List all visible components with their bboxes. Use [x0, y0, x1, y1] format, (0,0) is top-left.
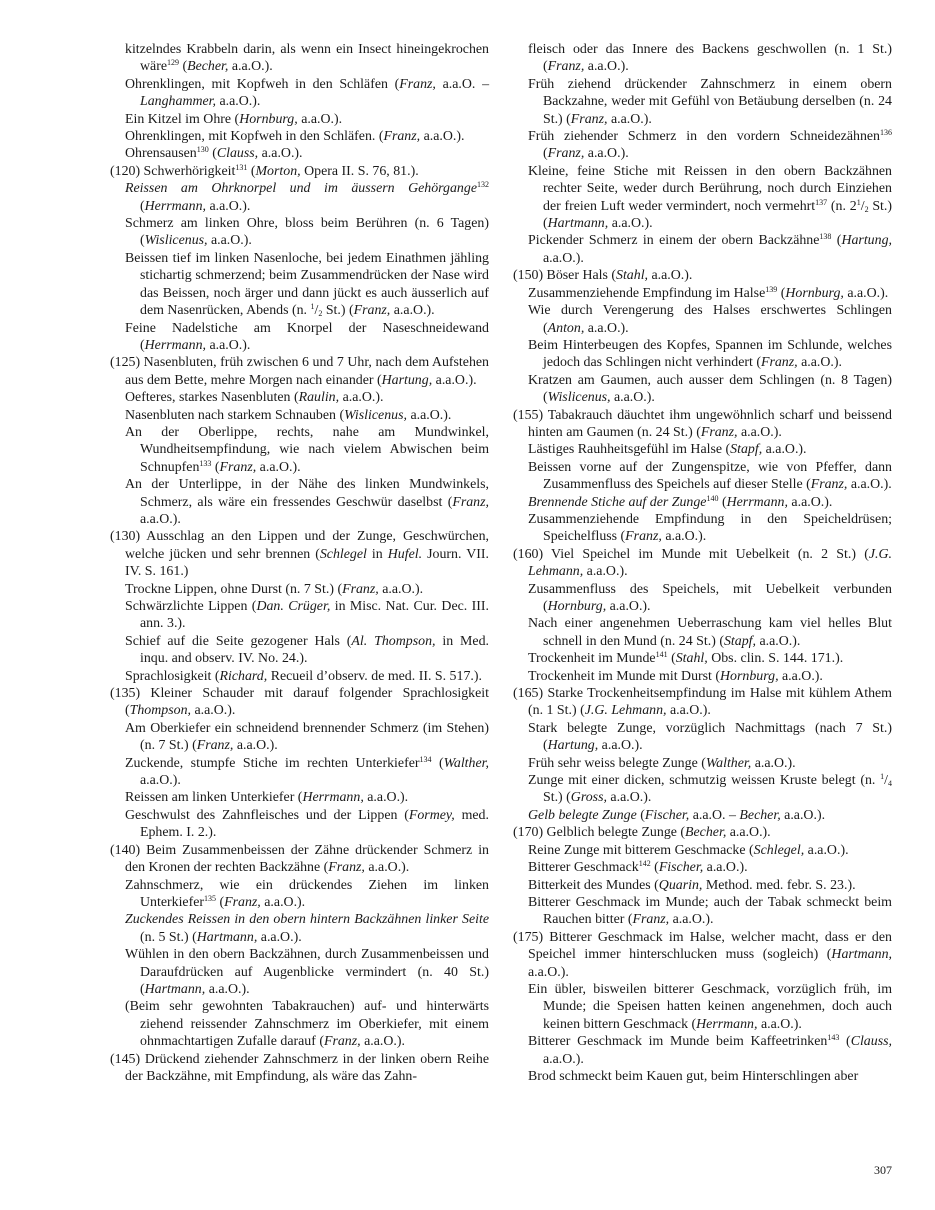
symptom-entry: Zusammenziehende Empfindung in den Speicheldrüsen; Speichelfluss (Franz, a.a.O.). [528, 511, 892, 545]
symptom-entry: Kleine, feine Stiche mit Reissen in den obern Backzähnen rechter Seite, weder durch Berührung, noch durch Einziehen der freien Luft weder vermindert, noch vermehrt$^{137}$ (n. $2^1/_2$ St.) (Hartmann, a.a.O.). [528, 163, 893, 232]
symptom-entry: Am Oberkiefer ein schneidend brennender Schmerz (im Stehen) (n. 7 St.) (Franz, a.a.O.). [125, 720, 489, 754]
symptom-entry: Bitterkeit des Mundes (Quarin, Method. med. febr. S. 23.). [528, 877, 856, 893]
symptom-entry: An der Oberlippe, rechts, nahe am Mundwinkel, Wundheitsempfindung, wie nach vielem Abwischen beim Schnupfen$^{133}$ (Franz, a.a.O.). [125, 424, 489, 475]
symptom-entry: Trockne Lippen, ohne Durst (n. 7 St.) (Franz, a.a.O.). [125, 581, 424, 597]
symptom-entry: Bitterer Geschmack$^{142}$ (Fischer, a.a.O.). [528, 859, 748, 876]
symptom-entry-numbered: (130) Ausschlag an den Lippen und der Zunge, Geschwürchen, welche jücken und sehr brennen (Schlegel in Hufel. Journ. VII. IV. S. 161.) [110, 529, 490, 580]
symptom-entry: Ohrenklingen, mit Kopfweh in den Schläfen (Franz, a.a.O. – Langhammer, a.a.O.). [125, 76, 490, 110]
symptom-entry: Zusammenziehende Empfindung im Halse$^{139}$ (Hornburg, a.a.O.). [528, 284, 889, 301]
symptom-entry: Ohrensausen$^{130}$ (Clauss, a.a.O.). [125, 145, 303, 162]
symptom-entry: Brod schmeckt beim Kauen gut, beim Hinterschlingen aber [528, 1068, 859, 1084]
symptom-entry-numbered: (125) Nasenbluten, früh zwischen 6 und 7 Uhr, nach dem Aufstehen aus dem Bette, mehre Morgen nach einander (Hartung, a.a.O.). [110, 355, 489, 388]
symptom-entry: (Beim sehr gewohnten Tabakrauchen) auf- und hinterwärts ziehend reissender Zahnschmerz im Oberkiefer, mit einem ohnmachtartigen Zufalle darauf (Franz, a.a.O.). [125, 999, 489, 1050]
symptom-entry-numbered: (170) Gelblich belegte Zunge (Becher, a.a.O.). [513, 825, 771, 841]
symptom-entry: Früh ziehend drückender Zahnschmerz in einem obern Backzahne, weder mit Gefühl von Betäubung derselben (n. 24 St.) (Franz, a.a.O.). [528, 76, 892, 127]
symptom-entry: Trockenheit im Munde mit Durst (Hornburg, a.a.O.). [528, 668, 823, 684]
symptom-entry-numbered: (165) Starke Trockenheitsempfindung im Halse mit kühlem Athem (n. 1 St.) (J.G. Lehmann, a.a.O.). [513, 686, 892, 719]
symptom-entry: Ohrenklingen, mit Kopfweh in den Schläfen. (Franz, a.a.O.). [125, 129, 465, 145]
symptom-entry: Stark belegte Zunge, vorzüglich Nachmittags (nach 7 St.) (Hartung, a.a.O.). [528, 720, 892, 754]
symptom-entry: Brennende Stiche auf der Zunge$^{140}$ (Herrmann, a.a.O.). [528, 493, 833, 510]
symptom-entry: fleisch oder das Innere des Backens geschwollen (n. 1 St.) (Franz, a.a.O.). [528, 42, 892, 75]
symptom-entry: Beissen vorne auf der Zungenspitze, wie von Pfeffer, dann Zusammenfluss des Speichels auf dieser Stelle (Franz, a.a.O.). [528, 459, 892, 493]
symptom-entry: Geschwulst des Zahnfleisches und der Lippen (Formey, med. Ephem. I. 2.). [125, 807, 489, 841]
symptom-entry: Oefteres, starkes Nasenbluten (Raulin, a.a.O.). [125, 390, 384, 406]
symptom-entry-numbered: (120) Schwerhörigkeit$^{131}$ (Morton, Opera II. S. 76, 81.). [110, 162, 419, 179]
symptom-entry-numbered: (145) Drückend ziehender Zahnschmerz in der linken obern Reihe der Backzähne, mit Empfindung, als wäre das Zahn- [110, 1051, 489, 1084]
symptom-entry: Lästiges Rauhheitsgefühl im Halse (Stapf, a.a.O.). [528, 442, 807, 458]
symptom-entry-numbered: (155) Tabakrauch däuchtet ihm ungewöhnlich scharf und beissend hinten am Gaumen (n. 24 St.) (Franz, a.a.O.). [513, 407, 892, 440]
symptom-entry: Beissen tief im linken Nasenloche, bei jedem Einathmen jähling stichartig schmerzend; beim Zusammendrücken der Nase wird das Beissen, noch ärger und dann jückt es auch äusserlich auf dem Nasenrücken, Abends (n. $^1/_2$ St.) (Franz, a.a.O.). [125, 250, 489, 319]
symptom-entry: Schief auf die Seite gezogener Hals (Al. Thompson, in Med. inqu. and observ. IV. No. 24.). [125, 633, 489, 667]
symptom-entry: An der Unterlippe, in der Nähe des linken Mundwinkels, Schmerz, als wäre ein fressendes Geschwür daselbst (Franz, a.a.O.). [125, 477, 489, 527]
left-column [110, 41, 489, 1085]
symptom-entry: Nasenbluten nach starkem Schnauben (Wislicenus, a.a.O.). [125, 407, 452, 423]
symptom-entry: Sprachlosigkeit (Richard, Recueil d’observ. de med. II. S. 517.). [125, 668, 482, 684]
symptom-entry: Ein übler, bisweilen bitterer Geschmack, vorzüglich früh, im Munde; die Speisen hatten keinen angenehmen, doch auch keinen bittern Geschmack (Herrmann, a.a.O.). [528, 981, 892, 1032]
symptom-entry-numbered: (160) Viel Speichel im Munde mit Uebelkeit (n. 2 St.) (J.G. Lehmann, a.a.O.). [513, 546, 892, 580]
symptom-entry: kitzelndes Krabbeln darin, als wenn ein Insect hineingekrochen wäre$^{129}$ (Becher, a.a.O.). [125, 42, 489, 75]
symptom-entry: Zahnschmerz, wie ein drückendes Ziehen im linken Unterkiefer$^{135}$ (Franz, a.a.O.). [125, 877, 489, 910]
symptom-entry: Trockenheit im Munde$^{141}$ (Stahl, Obs. clin. S. 144. 171.). [528, 650, 844, 667]
symptom-entry: Zuckendes Reissen in den obern hintern Backzähnen linker Seite (n. 5 St.) (Hartmann, a.a.O.). [125, 912, 489, 945]
symptom-entry: Reissen am Ohrknorpel und im äussern Gehörgange$^{132}$ (Herrmann, a.a.O.). [125, 180, 489, 214]
symptom-entry: Zusammenfluss des Speichels, mit Uebelkeit verbunden (Hornburg, a.a.O.). [528, 581, 892, 614]
symptom-entry: Nach einer angenehmen Ueberraschung kam viel helles Blut schnell in den Mund (n. 24 St.) (Stapf, a.a.O.). [528, 616, 892, 649]
symptom-entry: Kratzen am Gaumen, auch ausser dem Schlingen (n. 8 Tagen) (Wislicenus, a.a.O.). [528, 372, 892, 406]
symptom-entry: Pickender Schmerz in einem der obern Backzähne$^{138}$ (Hartung, a.a.O.). [528, 232, 892, 266]
symptom-entry: Zunge mit einer dicken, schmutzig weissen Kruste belegt (n. $^1/_4$ St.) (Gross, a.a.O.). [528, 772, 892, 806]
right-column [513, 41, 892, 1085]
page-number: 307 [874, 1163, 892, 1177]
symptom-entry: Schmerz am linken Ohre, bloss beim Berühren (n. 6 Tagen) (Wislicenus, a.a.O.). [125, 216, 489, 249]
symptom-entry-numbered: (150) Böser Hals (Stahl, a.a.O.). [513, 268, 693, 284]
symptom-entry: Bitterer Geschmack im Munde; auch der Tabak schmeckt beim Rauchen bitter (Franz, a.a.O.). [528, 894, 892, 928]
symptom-entry-numbered: (140) Beim Zusammenbeissen der Zähne drückender Schmerz in den Kronen der rechten Backzähne (Franz, a.a.O.). [110, 842, 489, 876]
symptom-entry: Reissen am linken Unterkiefer (Herrmann, a.a.O.). [125, 790, 409, 806]
symptom-entry: Wühlen in den obern Backzähnen, durch Zusammenbeissen und Daraufdrücken auf Augenblicke vermindert (n. 40 St.) (Hartmann, a.a.O.). [125, 947, 489, 997]
symptom-entry: Feine Nadelstiche am Knorpel der Naseschneidewand (Herrmann, a.a.O.). [125, 320, 489, 353]
symptom-entry: Reine Zunge mit bitterem Geschmacke (Schlegel, a.a.O.). [528, 842, 849, 858]
symptom-entry: Früh ziehender Schmerz in den vordern Schneidezähnen$^{136}$ (Franz, a.a.O.). [528, 128, 892, 162]
symptom-entry: Beim Hinterbeugen des Kopfes, Spannen im Schlunde, welches jedoch das Schlingen nicht verhindert (Franz, a.a.O.). [528, 337, 892, 371]
symptom-entry: Gelb belegte Zunge (Fischer, a.a.O. – Becher, a.a.O.). [528, 807, 826, 823]
symptom-entry: Wie durch Verengerung des Halses erschwertes Schlingen (Anton, a.a.O.). [528, 303, 892, 336]
symptom-entry: Bitterer Geschmack im Munde beim Kaffeetrinken$^{143}$ (Clauss, a.a.O.). [528, 1033, 892, 1067]
symptom-entry-numbered: (135) Kleiner Schauder mit darauf folgender Sprachlosigkeit (Thompson, a.a.O.). [110, 686, 489, 719]
symptom-entry: Schwärzlichte Lippen (Dan. Crüger, in Misc. Nat. Cur. Dec. III. ann. 3.). [125, 599, 489, 632]
symptom-entry-numbered: (175) Bitterer Geschmack im Halse, welcher macht, dass er den Speichel immer hinterschlucken muss (sogleich) (Hartmann, a.a.O.). [513, 929, 892, 980]
symptom-entry: Früh sehr weiss belegte Zunge (Walther, a.a.O.). [528, 755, 796, 771]
symptom-entry: Zuckende, stumpfe Stiche im rechten Unterkiefer$^{134}$ (Walther, a.a.O.). [125, 754, 489, 789]
symptom-entry: Ein Kitzel im Ohre (Hornburg, a.a.O.). [125, 111, 343, 127]
